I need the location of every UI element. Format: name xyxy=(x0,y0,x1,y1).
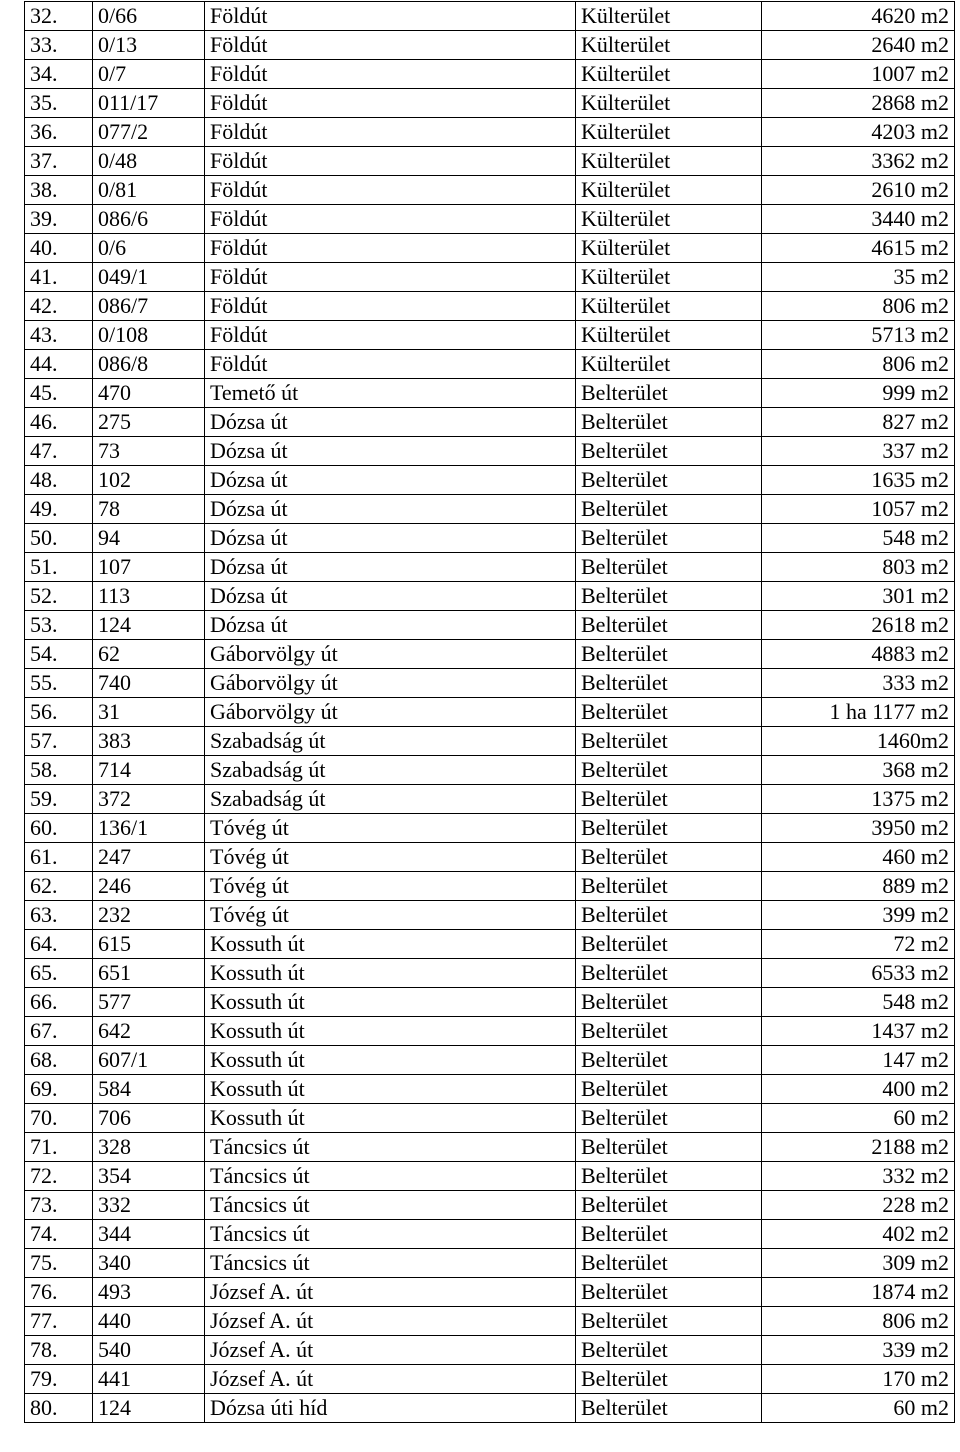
parcel-id-cell: 577 xyxy=(93,988,205,1017)
area-size-cell: 460 m2 xyxy=(762,843,955,872)
zone-cell: Belterület xyxy=(576,611,762,640)
row-number-cell: 39. xyxy=(25,205,93,234)
area-size-cell: 6533 m2 xyxy=(762,959,955,988)
zone-cell: Külterület xyxy=(576,2,762,31)
row-number-cell: 37. xyxy=(25,147,93,176)
row-number-cell: 77. xyxy=(25,1307,93,1336)
row-number-cell: 47. xyxy=(25,437,93,466)
table-row xyxy=(25,1162,955,1191)
area-size-cell: 4203 m2 xyxy=(762,118,955,147)
table-row xyxy=(25,1104,955,1133)
table-row xyxy=(25,1191,955,1220)
zone-cell: Belterület xyxy=(576,582,762,611)
zone-cell: Belterület xyxy=(576,1394,762,1423)
zone-cell: Belterület xyxy=(576,1336,762,1365)
table-row xyxy=(25,582,955,611)
area-size-cell: 2610 m2 xyxy=(762,176,955,205)
row-number-cell: 44. xyxy=(25,350,93,379)
area-size-cell: 806 m2 xyxy=(762,292,955,321)
row-number-cell: 46. xyxy=(25,408,93,437)
table-row xyxy=(25,640,955,669)
parcel-id-cell: 584 xyxy=(93,1075,205,1104)
road-name-cell: Kossuth út xyxy=(205,1104,576,1133)
area-size-cell: 368 m2 xyxy=(762,756,955,785)
area-size-cell: 60 m2 xyxy=(762,1104,955,1133)
road-name-cell: József A. út xyxy=(205,1336,576,1365)
area-size-cell: 1874 m2 xyxy=(762,1278,955,1307)
road-name-cell: József A. út xyxy=(205,1307,576,1336)
row-number-cell: 56. xyxy=(25,698,93,727)
parcel-id-cell: 107 xyxy=(93,553,205,582)
table-row xyxy=(25,495,955,524)
area-size-cell: 2640 m2 xyxy=(762,31,955,60)
table-row xyxy=(25,176,955,205)
table-row xyxy=(25,60,955,89)
table-row xyxy=(25,524,955,553)
row-number-cell: 55. xyxy=(25,669,93,698)
table-row xyxy=(25,872,955,901)
road-name-cell: Kossuth út xyxy=(205,988,576,1017)
row-number-cell: 59. xyxy=(25,785,93,814)
parcel-id-cell: 73 xyxy=(93,437,205,466)
road-name-cell: Temető út xyxy=(205,379,576,408)
zone-cell: Külterület xyxy=(576,89,762,118)
area-size-cell: 1057 m2 xyxy=(762,495,955,524)
zone-cell: Belterület xyxy=(576,1162,762,1191)
table-row xyxy=(25,1133,955,1162)
parcel-id-cell: 0/7 xyxy=(93,60,205,89)
road-name-cell: Kossuth út xyxy=(205,1017,576,1046)
table-row xyxy=(25,785,955,814)
road-name-cell: Tóvég út xyxy=(205,872,576,901)
zone-cell: Belterület xyxy=(576,930,762,959)
parcel-id-cell: 0/66 xyxy=(93,2,205,31)
zone-cell: Külterület xyxy=(576,176,762,205)
area-size-cell: 4615 m2 xyxy=(762,234,955,263)
parcel-id-cell: 102 xyxy=(93,466,205,495)
row-number-cell: 40. xyxy=(25,234,93,263)
parcel-id-cell: 714 xyxy=(93,756,205,785)
row-number-cell: 76. xyxy=(25,1278,93,1307)
area-size-cell: 4620 m2 xyxy=(762,2,955,31)
table-row xyxy=(25,843,955,872)
table-row xyxy=(25,234,955,263)
parcel-id-cell: 246 xyxy=(93,872,205,901)
parcel-id-cell: 440 xyxy=(93,1307,205,1336)
row-number-cell: 62. xyxy=(25,872,93,901)
table-row xyxy=(25,727,955,756)
zone-cell: Külterület xyxy=(576,147,762,176)
table-row xyxy=(25,292,955,321)
parcel-id-cell: 470 xyxy=(93,379,205,408)
parcel-id-cell: 344 xyxy=(93,1220,205,1249)
parcel-id-cell: 740 xyxy=(93,669,205,698)
zone-cell: Külterület xyxy=(576,263,762,292)
road-name-cell: Földút xyxy=(205,147,576,176)
parcel-id-cell: 113 xyxy=(93,582,205,611)
row-number-cell: 69. xyxy=(25,1075,93,1104)
parcel-id-cell: 124 xyxy=(93,1394,205,1423)
zone-cell: Külterület xyxy=(576,234,762,263)
row-number-cell: 70. xyxy=(25,1104,93,1133)
parcel-id-cell: 383 xyxy=(93,727,205,756)
row-number-cell: 33. xyxy=(25,31,93,60)
parcel-id-cell: 372 xyxy=(93,785,205,814)
parcel-id-cell: 011/17 xyxy=(93,89,205,118)
area-size-cell: 3362 m2 xyxy=(762,147,955,176)
parcel-id-cell: 642 xyxy=(93,1017,205,1046)
row-number-cell: 32. xyxy=(25,2,93,31)
road-name-cell: Kossuth út xyxy=(205,959,576,988)
parcel-id-cell: 0/6 xyxy=(93,234,205,263)
row-number-cell: 78. xyxy=(25,1336,93,1365)
table-row xyxy=(25,1046,955,1075)
area-size-cell: 1007 m2 xyxy=(762,60,955,89)
zone-cell: Belterület xyxy=(576,1307,762,1336)
area-size-cell: 333 m2 xyxy=(762,669,955,698)
parcel-id-cell: 615 xyxy=(93,930,205,959)
road-name-cell: Tóvég út xyxy=(205,843,576,872)
road-name-cell: Szabadság út xyxy=(205,756,576,785)
road-name-cell: Dózsa út xyxy=(205,408,576,437)
parcel-id-cell: 706 xyxy=(93,1104,205,1133)
parcel-table-body xyxy=(25,2,955,1423)
row-number-cell: 57. xyxy=(25,727,93,756)
table-row xyxy=(25,147,955,176)
row-number-cell: 67. xyxy=(25,1017,93,1046)
area-size-cell: 2868 m2 xyxy=(762,89,955,118)
table-row xyxy=(25,1075,955,1104)
zone-cell: Belterület xyxy=(576,1220,762,1249)
table-row xyxy=(25,1307,955,1336)
row-number-cell: 68. xyxy=(25,1046,93,1075)
road-name-cell: József A. út xyxy=(205,1365,576,1394)
zone-cell: Belterület xyxy=(576,1191,762,1220)
parcel-id-cell: 354 xyxy=(93,1162,205,1191)
table-row xyxy=(25,1017,955,1046)
table-row xyxy=(25,930,955,959)
table-row xyxy=(25,1365,955,1394)
table-row xyxy=(25,1394,955,1423)
parcel-id-cell: 275 xyxy=(93,408,205,437)
road-name-cell: Gáborvölgy út xyxy=(205,640,576,669)
parcel-id-cell: 232 xyxy=(93,901,205,930)
zone-cell: Külterület xyxy=(576,118,762,147)
road-name-cell: Tóvég út xyxy=(205,901,576,930)
road-name-cell: Kossuth út xyxy=(205,1046,576,1075)
parcel-id-cell: 0/81 xyxy=(93,176,205,205)
area-size-cell: 228 m2 xyxy=(762,1191,955,1220)
parcel-id-cell: 086/7 xyxy=(93,292,205,321)
road-name-cell: Dózsa út xyxy=(205,524,576,553)
row-number-cell: 34. xyxy=(25,60,93,89)
zone-cell: Belterület xyxy=(576,698,762,727)
parcel-id-cell: 247 xyxy=(93,843,205,872)
area-size-cell: 889 m2 xyxy=(762,872,955,901)
zone-cell: Belterület xyxy=(576,1104,762,1133)
parcel-id-cell: 441 xyxy=(93,1365,205,1394)
row-number-cell: 41. xyxy=(25,263,93,292)
parcel-id-cell: 493 xyxy=(93,1278,205,1307)
parcel-id-cell: 0/48 xyxy=(93,147,205,176)
table-row xyxy=(25,959,955,988)
table-row xyxy=(25,553,955,582)
area-size-cell: 3440 m2 xyxy=(762,205,955,234)
row-number-cell: 74. xyxy=(25,1220,93,1249)
area-size-cell: 301 m2 xyxy=(762,582,955,611)
road-name-cell: Táncsics út xyxy=(205,1162,576,1191)
area-size-cell: 147 m2 xyxy=(762,1046,955,1075)
zone-cell: Belterület xyxy=(576,988,762,1017)
area-size-cell: 3950 m2 xyxy=(762,814,955,843)
parcel-id-cell: 0/13 xyxy=(93,31,205,60)
row-number-cell: 65. xyxy=(25,959,93,988)
road-name-cell: Dózsa út xyxy=(205,437,576,466)
road-name-cell: Szabadság út xyxy=(205,785,576,814)
table-row xyxy=(25,1220,955,1249)
zone-cell: Belterület xyxy=(576,1133,762,1162)
zone-cell: Belterület xyxy=(576,1365,762,1394)
zone-cell: Belterület xyxy=(576,727,762,756)
table-row xyxy=(25,89,955,118)
road-name-cell: Földút xyxy=(205,350,576,379)
row-number-cell: 58. xyxy=(25,756,93,785)
road-name-cell: Tóvég út xyxy=(205,814,576,843)
table-row xyxy=(25,669,955,698)
zone-cell: Belterület xyxy=(576,408,762,437)
table-row xyxy=(25,118,955,147)
area-size-cell: 806 m2 xyxy=(762,350,955,379)
zone-cell: Külterület xyxy=(576,350,762,379)
row-number-cell: 60. xyxy=(25,814,93,843)
zone-cell: Belterület xyxy=(576,1017,762,1046)
road-name-cell: Földút xyxy=(205,118,576,147)
area-size-cell: 339 m2 xyxy=(762,1336,955,1365)
area-size-cell: 2188 m2 xyxy=(762,1133,955,1162)
zone-cell: Belterület xyxy=(576,843,762,872)
table-row xyxy=(25,437,955,466)
road-name-cell: Földút xyxy=(205,89,576,118)
row-number-cell: 45. xyxy=(25,379,93,408)
zone-cell: Belterület xyxy=(576,1075,762,1104)
row-number-cell: 36. xyxy=(25,118,93,147)
area-size-cell: 1 ha 1177 m2 xyxy=(762,698,955,727)
road-name-cell: Gáborvölgy út xyxy=(205,698,576,727)
road-name-cell: Földút xyxy=(205,292,576,321)
parcel-id-cell: 340 xyxy=(93,1249,205,1278)
parcel-id-cell: 136/1 xyxy=(93,814,205,843)
area-size-cell: 170 m2 xyxy=(762,1365,955,1394)
area-size-cell: 548 m2 xyxy=(762,524,955,553)
area-size-cell: 5713 m2 xyxy=(762,321,955,350)
parcel-id-cell: 62 xyxy=(93,640,205,669)
road-name-cell: Dózsa út xyxy=(205,582,576,611)
zone-cell: Belterület xyxy=(576,959,762,988)
road-name-cell: Földút xyxy=(205,263,576,292)
row-number-cell: 66. xyxy=(25,988,93,1017)
area-size-cell: 399 m2 xyxy=(762,901,955,930)
table-row xyxy=(25,205,955,234)
table-row xyxy=(25,698,955,727)
zone-cell: Belterület xyxy=(576,872,762,901)
parcel-id-cell: 328 xyxy=(93,1133,205,1162)
area-size-cell: 402 m2 xyxy=(762,1220,955,1249)
table-row xyxy=(25,321,955,350)
zone-cell: Belterület xyxy=(576,437,762,466)
road-name-cell: Dózsa út xyxy=(205,611,576,640)
road-name-cell: Földút xyxy=(205,234,576,263)
row-number-cell: 49. xyxy=(25,495,93,524)
parcel-id-cell: 94 xyxy=(93,524,205,553)
zone-cell: Belterület xyxy=(576,1249,762,1278)
road-name-cell: Táncsics út xyxy=(205,1133,576,1162)
table-row xyxy=(25,1278,955,1307)
area-size-cell: 35 m2 xyxy=(762,263,955,292)
row-number-cell: 54. xyxy=(25,640,93,669)
parcel-id-cell: 540 xyxy=(93,1336,205,1365)
parcel-id-cell: 124 xyxy=(93,611,205,640)
row-number-cell: 53. xyxy=(25,611,93,640)
row-number-cell: 63. xyxy=(25,901,93,930)
area-size-cell: 400 m2 xyxy=(762,1075,955,1104)
area-size-cell: 332 m2 xyxy=(762,1162,955,1191)
zone-cell: Belterület xyxy=(576,553,762,582)
table-row xyxy=(25,988,955,1017)
zone-cell: Belterület xyxy=(576,379,762,408)
parcel-table xyxy=(24,1,955,1423)
road-name-cell: Táncsics út xyxy=(205,1249,576,1278)
road-name-cell: Dózsa út xyxy=(205,495,576,524)
road-name-cell: Földút xyxy=(205,321,576,350)
zone-cell: Külterület xyxy=(576,292,762,321)
row-number-cell: 75. xyxy=(25,1249,93,1278)
area-size-cell: 337 m2 xyxy=(762,437,955,466)
table-row xyxy=(25,611,955,640)
area-size-cell: 1460m2 xyxy=(762,727,955,756)
road-name-cell: Földút xyxy=(205,31,576,60)
row-number-cell: 64. xyxy=(25,930,93,959)
row-number-cell: 79. xyxy=(25,1365,93,1394)
area-size-cell: 1375 m2 xyxy=(762,785,955,814)
table-row xyxy=(25,350,955,379)
parcel-id-cell: 31 xyxy=(93,698,205,727)
table-row xyxy=(25,379,955,408)
row-number-cell: 50. xyxy=(25,524,93,553)
road-name-cell: Földút xyxy=(205,176,576,205)
area-size-cell: 548 m2 xyxy=(762,988,955,1017)
area-size-cell: 4883 m2 xyxy=(762,640,955,669)
road-name-cell: Kossuth út xyxy=(205,1075,576,1104)
area-size-cell: 803 m2 xyxy=(762,553,955,582)
road-name-cell: Kossuth út xyxy=(205,930,576,959)
zone-cell: Belterület xyxy=(576,669,762,698)
zone-cell: Belterület xyxy=(576,495,762,524)
row-number-cell: 38. xyxy=(25,176,93,205)
parcel-id-cell: 332 xyxy=(93,1191,205,1220)
road-name-cell: Gáborvölgy út xyxy=(205,669,576,698)
area-size-cell: 2618 m2 xyxy=(762,611,955,640)
row-number-cell: 51. xyxy=(25,553,93,582)
table-row xyxy=(25,1249,955,1278)
area-size-cell: 999 m2 xyxy=(762,379,955,408)
area-size-cell: 806 m2 xyxy=(762,1307,955,1336)
road-name-cell: Dózsa úti híd xyxy=(205,1394,576,1423)
parcel-id-cell: 78 xyxy=(93,495,205,524)
area-size-cell: 1635 m2 xyxy=(762,466,955,495)
row-number-cell: 61. xyxy=(25,843,93,872)
area-size-cell: 72 m2 xyxy=(762,930,955,959)
table-row xyxy=(25,814,955,843)
road-name-cell: Szabadság út xyxy=(205,727,576,756)
table-row xyxy=(25,1336,955,1365)
area-size-cell: 60 m2 xyxy=(762,1394,955,1423)
road-name-cell: Dózsa út xyxy=(205,466,576,495)
parcel-id-cell: 607/1 xyxy=(93,1046,205,1075)
parcel-id-cell: 086/6 xyxy=(93,205,205,234)
zone-cell: Külterület xyxy=(576,321,762,350)
zone-cell: Külterület xyxy=(576,31,762,60)
zone-cell: Belterület xyxy=(576,901,762,930)
row-number-cell: 52. xyxy=(25,582,93,611)
row-number-cell: 71. xyxy=(25,1133,93,1162)
zone-cell: Külterület xyxy=(576,205,762,234)
table-row xyxy=(25,756,955,785)
road-name-cell: Földút xyxy=(205,2,576,31)
area-size-cell: 309 m2 xyxy=(762,1249,955,1278)
table-row xyxy=(25,466,955,495)
area-size-cell: 1437 m2 xyxy=(762,1017,955,1046)
zone-cell: Belterület xyxy=(576,1046,762,1075)
zone-cell: Belterület xyxy=(576,524,762,553)
zone-cell: Belterület xyxy=(576,785,762,814)
row-number-cell: 73. xyxy=(25,1191,93,1220)
parcel-id-cell: 651 xyxy=(93,959,205,988)
road-name-cell: Dózsa út xyxy=(205,553,576,582)
row-number-cell: 80. xyxy=(25,1394,93,1423)
parcel-id-cell: 0/108 xyxy=(93,321,205,350)
zone-cell: Belterület xyxy=(576,756,762,785)
zone-cell: Külterület xyxy=(576,60,762,89)
table-row xyxy=(25,901,955,930)
table-row xyxy=(25,408,955,437)
road-name-cell: Táncsics út xyxy=(205,1191,576,1220)
row-number-cell: 35. xyxy=(25,89,93,118)
road-name-cell: József A. út xyxy=(205,1278,576,1307)
row-number-cell: 42. xyxy=(25,292,93,321)
table-row xyxy=(25,263,955,292)
row-number-cell: 72. xyxy=(25,1162,93,1191)
parcel-id-cell: 077/2 xyxy=(93,118,205,147)
zone-cell: Belterület xyxy=(576,640,762,669)
table-row xyxy=(25,31,955,60)
zone-cell: Belterület xyxy=(576,1278,762,1307)
parcel-id-cell: 086/8 xyxy=(93,350,205,379)
zone-cell: Belterület xyxy=(576,466,762,495)
row-number-cell: 48. xyxy=(25,466,93,495)
area-size-cell: 827 m2 xyxy=(762,408,955,437)
table-row xyxy=(25,2,955,31)
road-name-cell: Táncsics út xyxy=(205,1220,576,1249)
parcel-id-cell: 049/1 xyxy=(93,263,205,292)
road-name-cell: Földút xyxy=(205,60,576,89)
row-number-cell: 43. xyxy=(25,321,93,350)
road-name-cell: Földút xyxy=(205,205,576,234)
zone-cell: Belterület xyxy=(576,814,762,843)
